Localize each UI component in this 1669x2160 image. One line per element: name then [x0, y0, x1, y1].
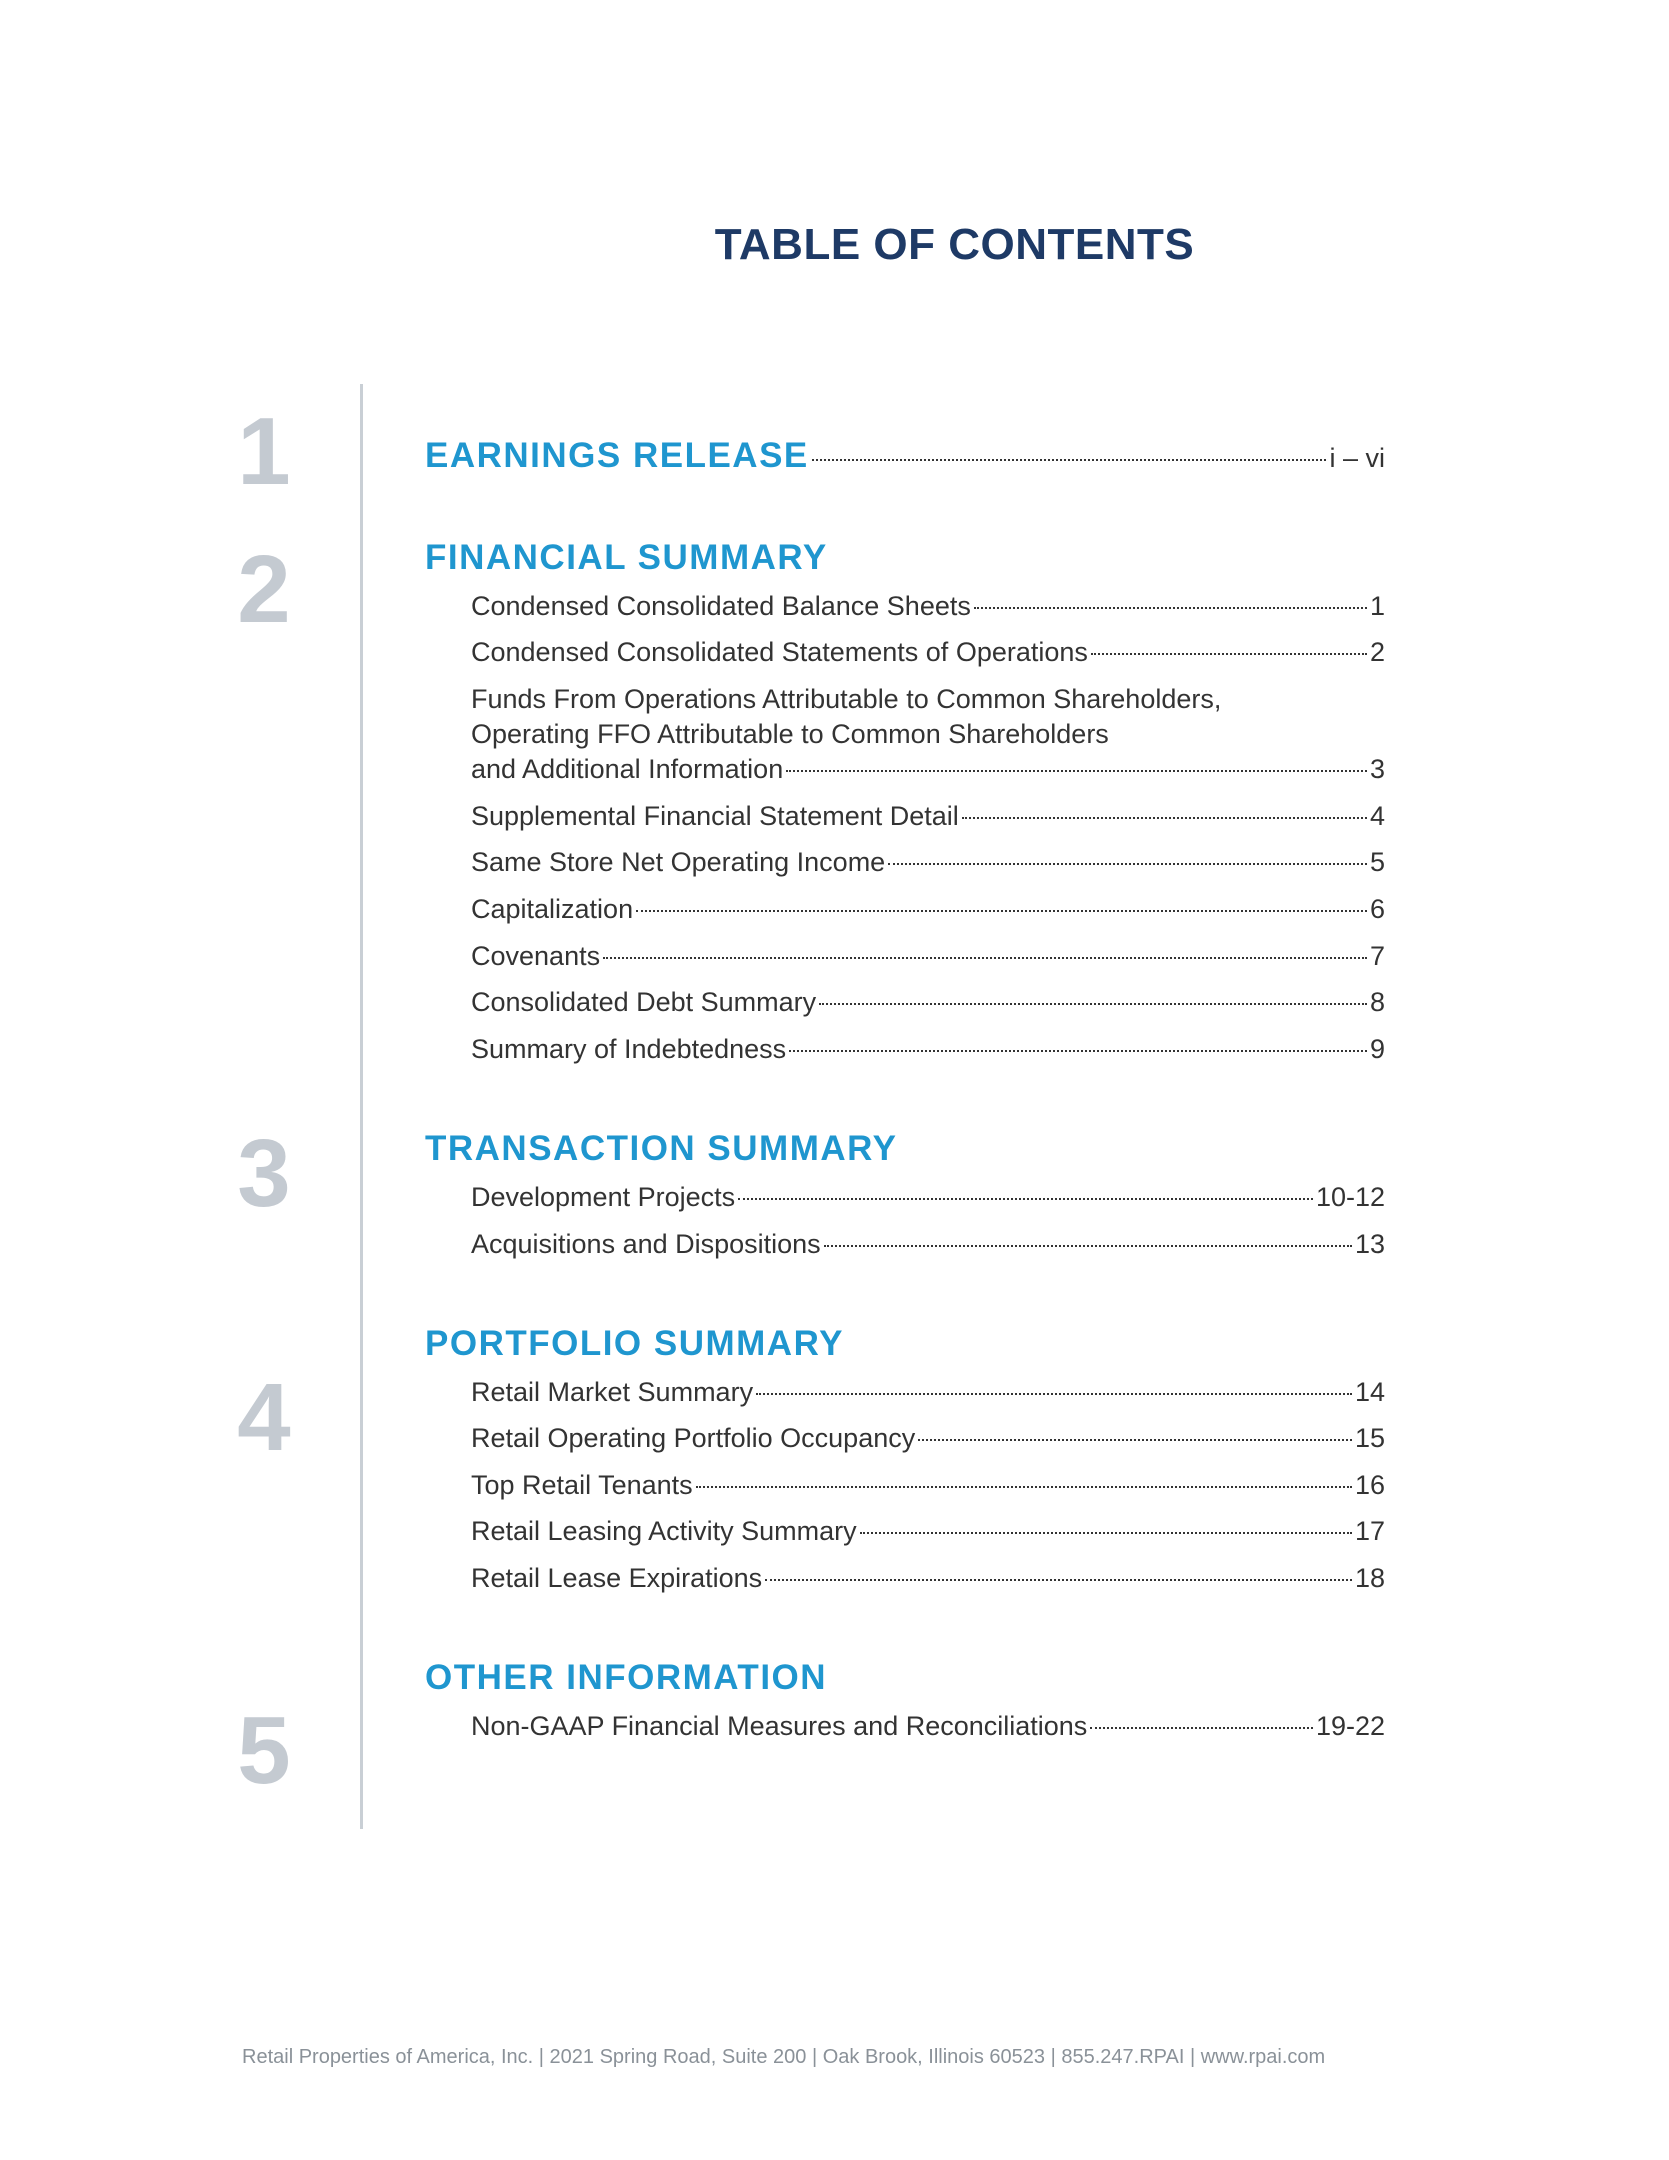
page-number: 15 [1354, 1423, 1385, 1453]
toc-entry-label-line: Funds From Operations Attributable to Common Shareholders, [471, 684, 1222, 714]
section-heading-other-information: OTHER INFORMATION [425, 1658, 828, 1697]
toc-entry-label: Condensed Consolidated Balance Sheets [471, 591, 971, 621]
toc-entry[interactable] [471, 1179, 1385, 1215]
toc-entry[interactable] [471, 844, 1385, 880]
page-number: 7 [1369, 941, 1385, 971]
section-heading-portfolio-summary: PORTFOLIO SUMMARY [425, 1324, 844, 1363]
section-number-2: 2 [237, 536, 291, 643]
section-number-3: 3 [237, 1120, 291, 1227]
section-number-1: 1 [237, 398, 291, 505]
page-number: 1 [1369, 591, 1385, 621]
dot-leader [962, 817, 1367, 819]
section-heading-earnings-release: EARNINGS RELEASE [425, 436, 809, 475]
toc-entry-label: and Additional Information [471, 754, 784, 784]
toc-entry-label: Retail Lease Expirations [471, 1563, 763, 1593]
toc-entry-label: Supplemental Financial Statement Detail [471, 801, 959, 831]
toc-entry-label: Covenants [471, 941, 601, 971]
page-number: 6 [1369, 894, 1385, 924]
dot-leader [888, 863, 1367, 865]
toc-entry-label: Same Store Net Operating Income [471, 847, 886, 877]
toc-entry-label: Condensed Consolidated Statements of Operations [471, 637, 1088, 667]
toc-entry-label: Top Retail Tenants [471, 1470, 693, 1500]
section-number-5: 5 [237, 1697, 291, 1804]
toc-entry[interactable] [471, 634, 1385, 670]
toc-entry[interactable] [471, 1708, 1385, 1744]
dot-leader [786, 770, 1367, 772]
page-number: 4 [1369, 801, 1385, 831]
toc-entry-label: Summary of Indebtedness [471, 1034, 787, 1064]
dot-leader [812, 459, 1327, 461]
page-number: 8 [1369, 987, 1385, 1017]
page-number: 13 [1354, 1229, 1385, 1259]
toc-entry[interactable] [471, 798, 1385, 834]
toc-entry[interactable] [471, 984, 1385, 1020]
dot-leader [603, 957, 1367, 959]
dot-leader [756, 1393, 1352, 1395]
toc-entry-label-line: Operating FFO Attributable to Common Shareholders [471, 719, 1109, 749]
page-number: 17 [1354, 1516, 1385, 1546]
dot-leader [824, 1245, 1352, 1247]
toc-entry[interactable] [471, 1467, 1385, 1503]
page-number: 16 [1354, 1470, 1385, 1500]
toc-entry[interactable] [471, 1513, 1385, 1549]
page-number: 5 [1369, 847, 1385, 877]
page-number: 3 [1369, 754, 1385, 784]
toc-entry[interactable] [471, 1226, 1385, 1262]
toc-entry[interactable] [471, 1031, 1385, 1067]
toc-entry-label: Retail Leasing Activity Summary [471, 1516, 857, 1546]
toc-entry[interactable] [471, 1374, 1385, 1410]
vertical-divider [360, 384, 363, 1829]
section-heading-financial-summary: FINANCIAL SUMMARY [425, 538, 828, 577]
page-number: 14 [1354, 1377, 1385, 1407]
toc-entry-label: Retail Operating Portfolio Occupancy [471, 1423, 916, 1453]
section-number-4: 4 [237, 1364, 291, 1471]
page-number: 2 [1369, 637, 1385, 667]
dot-leader [1091, 653, 1367, 655]
dot-leader [696, 1486, 1352, 1488]
toc-entry-label: Consolidated Debt Summary [471, 987, 817, 1017]
dot-leader [1090, 1727, 1313, 1729]
page-number: 18 [1354, 1563, 1385, 1593]
page-number: 9 [1369, 1034, 1385, 1064]
toc-entry[interactable] [471, 1560, 1385, 1596]
page-number: 10-12 [1315, 1182, 1385, 1212]
dot-leader [974, 607, 1367, 609]
toc-entry[interactable] [471, 938, 1385, 974]
toc-entry-earnings-release[interactable] [425, 436, 1385, 476]
page-number: 19-22 [1315, 1711, 1385, 1741]
toc-entry[interactable] [471, 588, 1385, 624]
toc-entry-label: Acquisitions and Dispositions [471, 1229, 821, 1259]
page-footer: Retail Properties of America, Inc. | 2021 Spring Road, Suite 200 | Oak Brook, Illinois 60523 | 855.247.RPAI | www.rpai.com [242, 2046, 1326, 2068]
dot-leader [918, 1439, 1352, 1441]
dot-leader [860, 1532, 1352, 1534]
toc-entry-label: Development Projects [471, 1182, 736, 1212]
dot-leader [819, 1003, 1367, 1005]
dot-leader [789, 1050, 1367, 1052]
toc-entry-label: Retail Market Summary [471, 1377, 754, 1407]
toc-entry[interactable] [471, 1420, 1385, 1456]
toc-entry-label: Non-GAAP Financial Measures and Reconciliations [471, 1711, 1088, 1741]
page-title: TABLE OF CONTENTS [714, 220, 1195, 269]
dot-leader [636, 910, 1367, 912]
section-heading-transaction-summary: TRANSACTION SUMMARY [425, 1129, 898, 1168]
page-number: i – vi [1329, 443, 1385, 473]
toc-entry[interactable] [471, 891, 1385, 927]
dot-leader [765, 1579, 1352, 1581]
toc-entry[interactable] [471, 751, 1385, 787]
dot-leader [738, 1198, 1313, 1200]
toc-entry-label: Capitalization [471, 894, 634, 924]
